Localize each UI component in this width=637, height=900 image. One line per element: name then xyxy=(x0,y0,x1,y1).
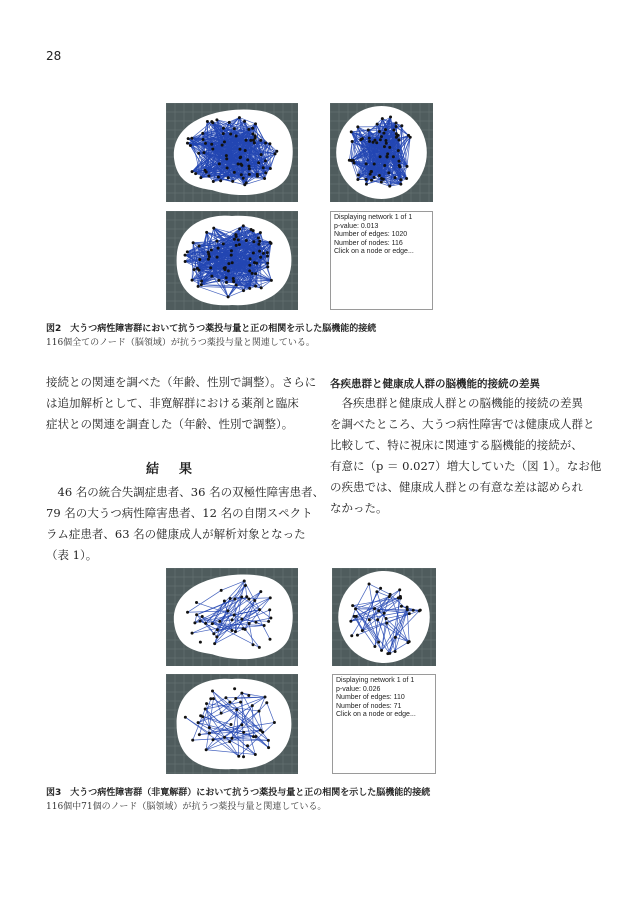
brain-network-graphic xyxy=(166,674,298,774)
figure-3-coronal-panel xyxy=(166,674,298,774)
figure-2-caption-note: 116個全てのノード（脳領域）が抗うつ薬投与量と関連している。 xyxy=(46,338,315,348)
info-line: p-value: 0.026 xyxy=(336,685,381,693)
body-line: なかった。 xyxy=(330,501,388,515)
brain-network-graphic xyxy=(166,103,298,202)
info-line: Number of nodes: 116 xyxy=(334,239,403,247)
brain-network-graphic xyxy=(332,568,436,666)
info-line: Click on a node or edge... xyxy=(336,711,416,719)
info-line: Displaying network 1 of 1 xyxy=(334,214,413,221)
figure-3-caption-note: 116個中71個のノード（脳領域）が抗うつ薬投与量と関連している。 xyxy=(46,802,327,812)
info-line: p-value: 0.013 xyxy=(334,222,379,230)
body-line: は追加解析として、非寛解群における薬剤と臨床 xyxy=(46,396,299,410)
body-line: 79 名の大うつ病性障害患者、12 名の自閉スペクト xyxy=(46,506,313,520)
figure-2-coronal-panel xyxy=(166,211,298,310)
brain-network-graphic xyxy=(166,211,298,310)
info-line: Displaying network 1 of 1 xyxy=(336,677,415,684)
body-line: 比較して、特に視床に関連する脳機能的接続が、 xyxy=(330,438,583,452)
info-line: Click on a node or edge... xyxy=(334,248,414,256)
body-line: 46 名の統合失調症患者、36 名の双極性障害患者、 xyxy=(46,485,325,499)
body-line: 各疾患群と健康成人群との脳機能的接続の差異 xyxy=(330,396,583,410)
info-line: Number of edges: 110 xyxy=(336,694,405,702)
body-line: 症状との関連を調査した（年齢、性別で調整）。 xyxy=(46,417,294,431)
brain-network-graphic xyxy=(166,568,298,666)
brain-network-graphic xyxy=(330,103,433,202)
figure-2-sagittal-panel xyxy=(166,103,298,202)
results-heading: 結果 xyxy=(146,462,213,477)
body-line: を調べたところ、大うつ病性障害では健康成人群と xyxy=(330,417,595,431)
figure-3-caption-title: 図3 大うつ病性障害群（非寛解群）において抗うつ薬投与量と正の相関を示した脳機能的接続 xyxy=(46,788,431,798)
figure-3-info-box xyxy=(332,674,436,774)
info-line: Number of edges: 1020 xyxy=(334,231,408,239)
body-line: （表 1）。 xyxy=(46,548,98,562)
body-line: の疾患では、健康成人群との有意な差は認められ xyxy=(330,480,583,494)
figure-2-axial-panel xyxy=(330,103,433,202)
figure-2-info-box xyxy=(330,211,433,310)
figure-3-sagittal-panel xyxy=(166,568,298,666)
page-number: 28 xyxy=(46,49,62,63)
body-line: 接続との関連を調べた（年齢、性別で調整）。さらに xyxy=(46,375,317,389)
section-heading: 各疾患群と健康成人群の脳機能的接続の差異 xyxy=(330,378,540,390)
figure-3-axial-panel xyxy=(332,568,436,666)
body-line: ラム症患者、63 名の健康成人が解析対象となった xyxy=(46,527,306,541)
info-line: Number of nodes: 71 xyxy=(336,702,402,710)
figure-2-caption-title: 図2 大うつ病性障害群において抗うつ薬投与量と正の相関を示した脳機能的接続 xyxy=(46,324,377,334)
body-line: 有意に（p ＝ 0.027）増大していた（図 1）。なお他 xyxy=(330,459,602,473)
